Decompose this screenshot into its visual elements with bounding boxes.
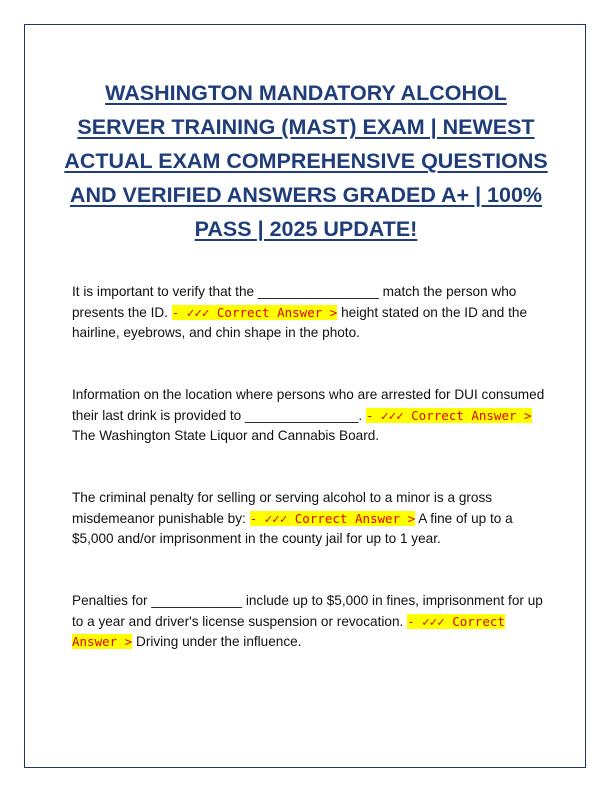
question-text: Information on the location where persons who are arrested for DUI consumed their last drink is provided to _______________. bbox=[72, 387, 545, 423]
question-text: Penalties for ____________ include up to $5,000 in fines, imprisonment for up to a year and driver's license suspension or revocation. bbox=[72, 593, 543, 629]
answer-text: height stated on the ID and the hairline, eyebrows, and chin shape in the photo. bbox=[72, 304, 528, 340]
qa-item-1 bbox=[72, 282, 548, 344]
qa-item-4 bbox=[72, 591, 548, 653]
answer-text: The Washington State Liquor and Cannabis Board. bbox=[72, 428, 380, 443]
question-text: It is important to verify that the ________________ match the person who presents the ID. bbox=[72, 284, 517, 320]
answer-text: Driving under the influence. bbox=[136, 634, 302, 649]
correct-answer-marker: - ✓✓✓ Correct Answer > bbox=[249, 510, 416, 526]
qa-item-3 bbox=[72, 488, 548, 550]
qa-item-2 bbox=[72, 385, 548, 447]
answer-text: A fine of up to a $5,000 and/or imprisonment in the county jail for up to 1 year. bbox=[72, 510, 513, 546]
question-text: The criminal penalty for selling or serving alcohol to a minor is a gross misdemeanor punishable by: bbox=[72, 490, 493, 526]
correct-answer-marker: - ✓✓✓ Correct Answer > bbox=[72, 613, 505, 649]
correct-answer-marker: - ✓✓✓ Correct Answer > bbox=[171, 304, 338, 320]
correct-answer-marker: - ✓✓✓ Correct Answer > bbox=[365, 407, 532, 423]
document-title: WASHINGTON MANDATORY ALCOHOL SERVER TRAINING (MAST) EXAM | NEWEST ACTUAL EXAM COMPREHENSIVE QUESTIONS AND VERIFIED ANSWERS GRADED A+ | 100% PASS | 2025 UPDATE! bbox=[64, 81, 548, 241]
